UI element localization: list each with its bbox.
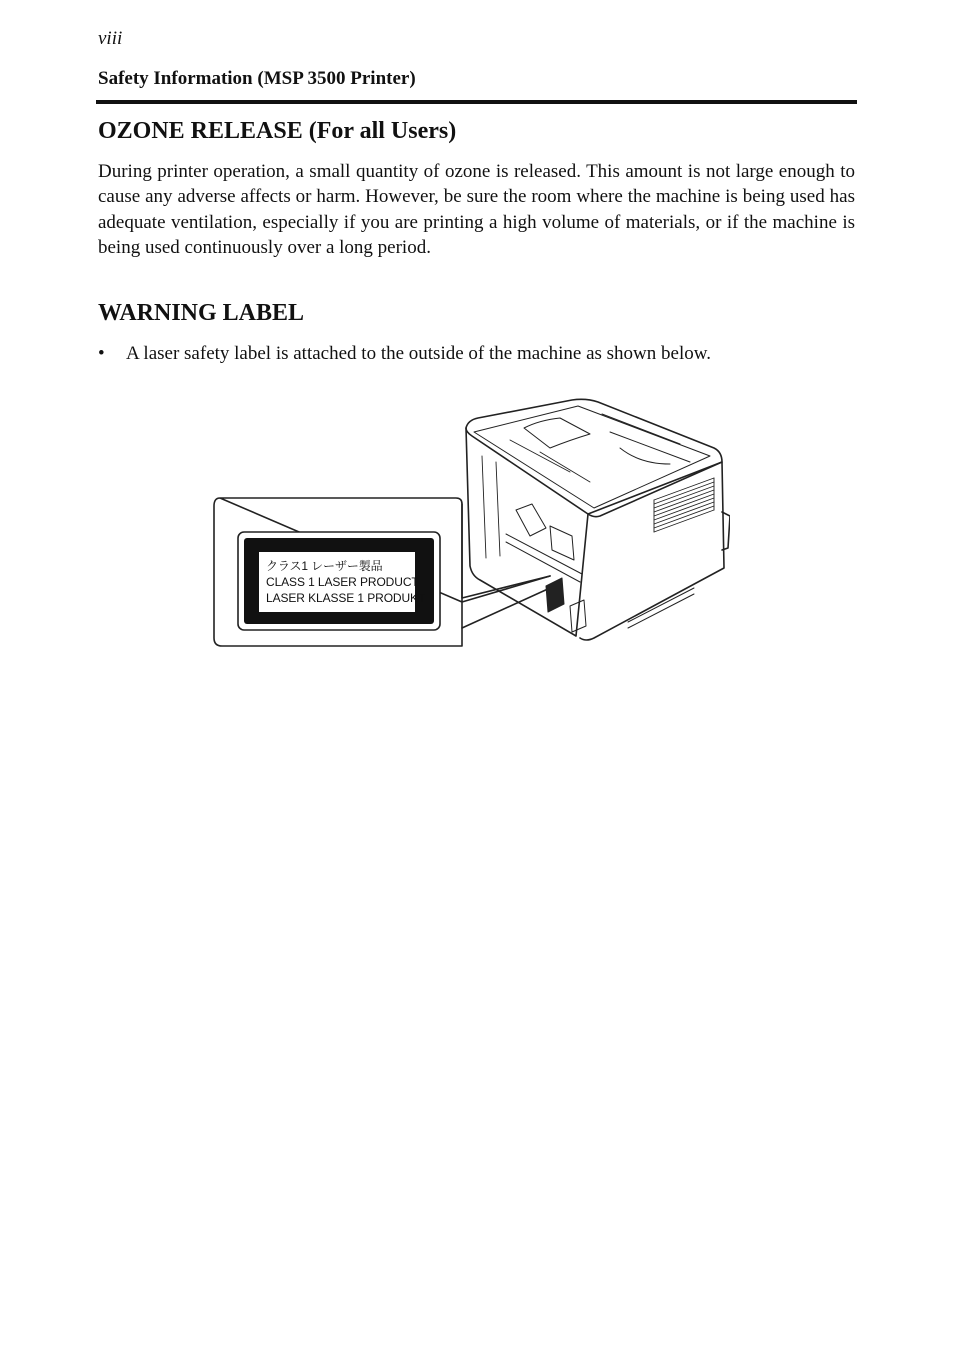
header-rule bbox=[96, 100, 857, 104]
label-location-marker bbox=[546, 578, 564, 612]
page-number: viii bbox=[98, 28, 123, 49]
laser-label-figure bbox=[210, 392, 730, 668]
label-line-class1-english: CLASS 1 LASER PRODUCT bbox=[266, 575, 419, 589]
label-line-class1-german: LASER KLASSE 1 PRODUKT bbox=[266, 591, 426, 605]
bullet-icon: • bbox=[98, 343, 105, 364]
warning-label-heading: WARNING LABEL bbox=[98, 300, 305, 326]
printer-top bbox=[466, 399, 722, 516]
printer-side-face bbox=[580, 462, 724, 640]
ozone-section-heading: OZONE RELEASE (For all Users) bbox=[98, 118, 457, 144]
bullet-text: A laser safety label is attached to the outside of the machine as shown below. bbox=[126, 343, 711, 364]
ozone-body-paragraph: During printer operation, a small quantity of ozone is released. This amount is not large enough to cause any adverse affects or harm. However, be sure the room where the machine is being used has adequate ventilation, especially if you are printing a high volume of materials, or if the machine is being used continuously over a long period. bbox=[98, 161, 855, 258]
label-line-japanese: クラス1 レーザー製品 bbox=[266, 559, 383, 573]
running-header: Safety Information (MSP 3500 Printer) bbox=[98, 68, 416, 89]
printer-rear-face bbox=[466, 428, 588, 636]
printer-illustration bbox=[210, 392, 730, 668]
